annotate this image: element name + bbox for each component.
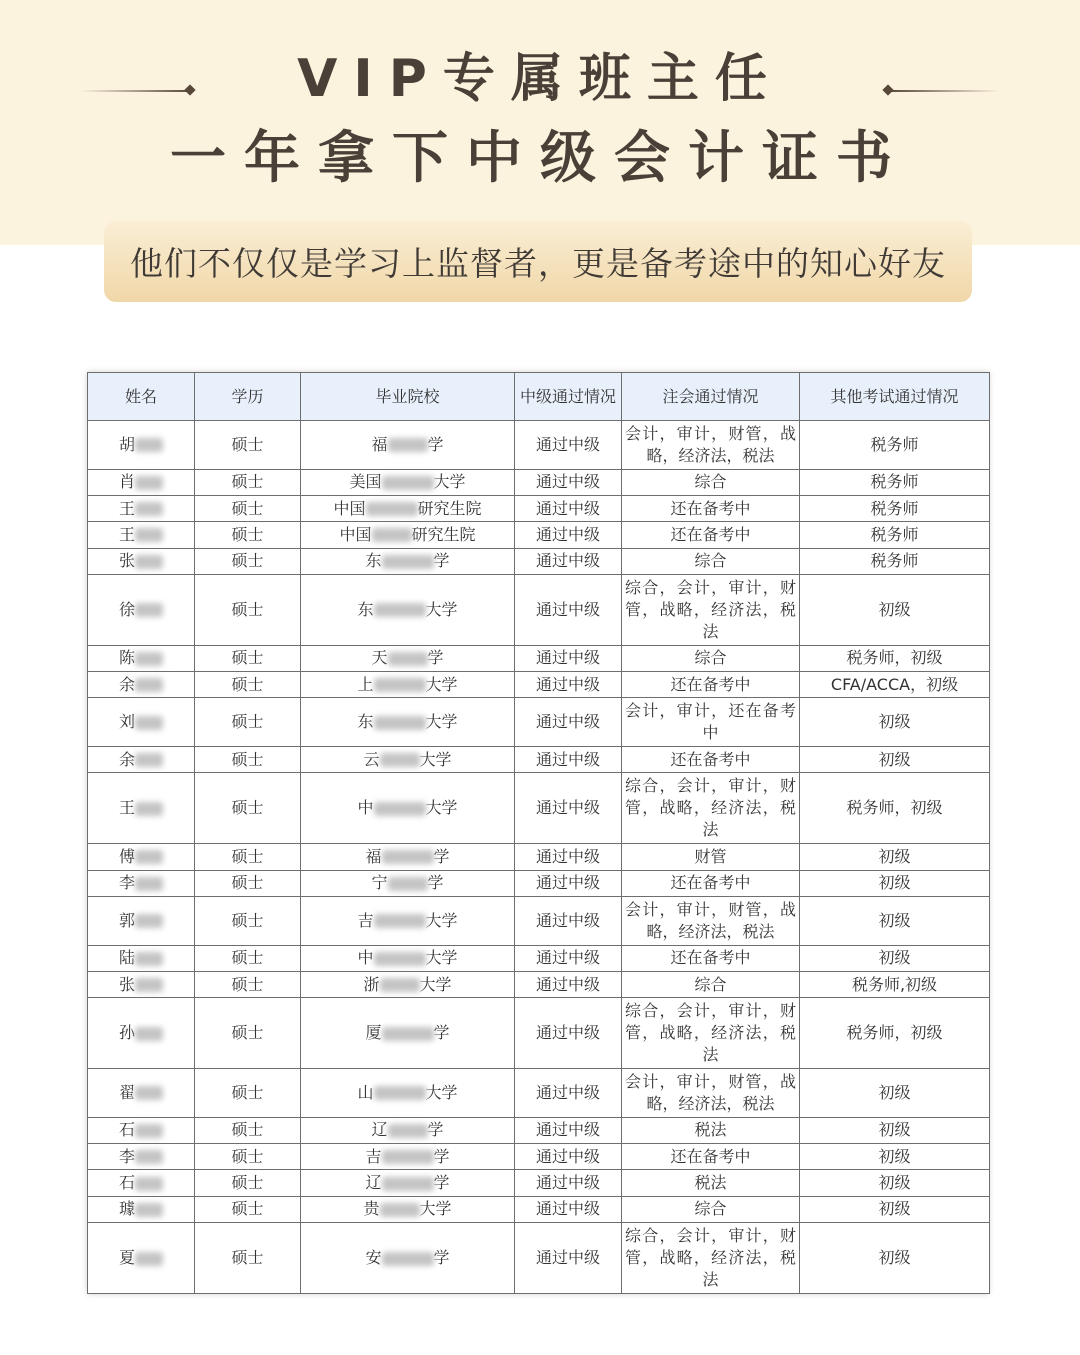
name-surname: 王 [118, 524, 135, 544]
table-row [88, 698, 990, 747]
redacted-school [382, 476, 434, 490]
redacted-name [135, 978, 163, 992]
cell-school [301, 773, 515, 844]
school-prefix: 辽 [365, 1173, 382, 1193]
redacted-school [374, 1086, 426, 1100]
redacted-school [382, 850, 434, 864]
school-prefix: 厦 [365, 1023, 382, 1043]
cell-degree: 硕士 [195, 1223, 301, 1294]
redacted-school [380, 1203, 420, 1217]
school-suffix: 大学 [425, 948, 458, 968]
cell-name [88, 522, 195, 548]
school-suffix: 大学 [419, 1199, 452, 1219]
redacted-school [388, 438, 428, 452]
cell-degree: 硕士 [195, 945, 301, 971]
cell-cpa: 综合 [622, 1196, 800, 1222]
cell-name [88, 896, 195, 945]
redacted-school [382, 1027, 434, 1041]
subtitle-banner: 他们不仅仅是学习上监督者，更是备考途中的知心好友 [104, 221, 972, 302]
cell-cpa: 综合 [622, 645, 800, 671]
cell-other: 初级 [800, 574, 990, 645]
cell-intermediate: 通过中级 [515, 1170, 622, 1196]
cell-cpa: 综合 [622, 548, 800, 574]
cell-intermediate: 通过中级 [515, 747, 622, 773]
cell-cpa: 还在备考中 [622, 522, 800, 548]
cell-school [301, 1117, 515, 1143]
school-suffix: 大学 [425, 798, 458, 818]
cell-school [301, 548, 515, 574]
cell-degree: 硕士 [195, 870, 301, 896]
column-header-school: 毕业院校 [301, 373, 515, 421]
redacted-name [135, 1150, 163, 1164]
name-surname: 王 [118, 498, 135, 518]
name-surname: 刘 [118, 712, 135, 732]
redacted-name [135, 877, 163, 891]
cell-cpa: 综合 [622, 469, 800, 495]
cell-degree: 硕士 [195, 773, 301, 844]
cell-school [301, 844, 515, 870]
cell-intermediate: 通过中级 [515, 844, 622, 870]
redacted-school [374, 914, 426, 928]
cell-degree: 硕士 [195, 896, 301, 945]
table-row [88, 645, 990, 671]
cell-name [88, 844, 195, 870]
cell-name [88, 945, 195, 971]
table-row [88, 672, 990, 698]
cell-degree: 硕士 [195, 1144, 301, 1170]
school-suffix: 学 [427, 873, 444, 893]
table-row [88, 495, 990, 521]
school-prefix: 中 [357, 798, 374, 818]
cell-name [88, 421, 195, 470]
cell-intermediate: 通过中级 [515, 495, 622, 521]
name-surname: 胡 [118, 434, 135, 454]
name-surname: 陆 [118, 948, 135, 968]
redacted-school [380, 978, 420, 992]
cell-degree: 硕士 [195, 698, 301, 747]
table-row [88, 469, 990, 495]
cell-intermediate: 通过中级 [515, 672, 622, 698]
school-suffix: 学 [433, 1248, 450, 1268]
table-body [88, 421, 990, 1294]
cell-cpa: 综合，会计，审计，财管，战略，经济法，税法 [622, 574, 800, 645]
school-suffix: 学 [433, 551, 450, 571]
cell-cpa: 综合 [622, 971, 800, 997]
name-surname: 余 [118, 749, 135, 769]
school-prefix: 福 [371, 434, 388, 454]
school-prefix: 中 [357, 948, 374, 968]
cell-cpa: 综合，会计，审计，财管，战略，经济法，税法 [622, 773, 800, 844]
name-surname: 王 [118, 798, 135, 818]
cell-school [301, 698, 515, 747]
cell-name [88, 548, 195, 574]
table-row [88, 998, 990, 1069]
cell-intermediate: 通过中级 [515, 1144, 622, 1170]
cell-name [88, 1069, 195, 1118]
school-suffix: 大学 [425, 599, 458, 619]
column-header-intermediate: 中级通过情况 [515, 373, 622, 421]
cell-degree: 硕士 [195, 645, 301, 671]
cell-intermediate: 通过中级 [515, 469, 622, 495]
cell-other: 初级 [800, 747, 990, 773]
school-suffix: 学 [427, 648, 444, 668]
cell-other: 税务师 [800, 495, 990, 521]
school-suffix: 学 [427, 434, 444, 454]
table-row [88, 773, 990, 844]
cell-intermediate: 通过中级 [515, 1196, 622, 1222]
table-row [88, 1117, 990, 1143]
cell-other: CFA/ACCA，初级 [800, 672, 990, 698]
cell-other: 初级 [800, 1069, 990, 1118]
page-title: VIP专属班主任 [297, 49, 783, 109]
cell-school [301, 1069, 515, 1118]
redacted-school [382, 1252, 434, 1266]
cell-school [301, 747, 515, 773]
cell-school [301, 672, 515, 698]
cell-cpa: 还在备考中 [622, 495, 800, 521]
cell-other: 初级 [800, 1170, 990, 1196]
redacted-school [374, 952, 426, 966]
cell-school [301, 421, 515, 470]
school-suffix: 大学 [419, 974, 452, 994]
cell-name [88, 495, 195, 521]
cell-school [301, 945, 515, 971]
cell-intermediate: 通过中级 [515, 1069, 622, 1118]
cell-degree: 硕士 [195, 548, 301, 574]
cell-cpa: 会计，审计，还在备考中 [622, 698, 800, 747]
school-prefix: 美国 [349, 472, 382, 492]
name-surname: 陈 [118, 648, 135, 668]
cell-other: 初级 [800, 844, 990, 870]
cell-intermediate: 通过中级 [515, 645, 622, 671]
cell-name [88, 574, 195, 645]
cell-intermediate: 通过中级 [515, 773, 622, 844]
cell-name [88, 469, 195, 495]
cell-other: 税务师，初级 [800, 645, 990, 671]
school-suffix: 研究生院 [411, 524, 476, 544]
cell-name [88, 645, 195, 671]
table-row [88, 1069, 990, 1118]
cell-cpa: 综合，会计，审计，财管，战略，经济法，税法 [622, 1223, 800, 1294]
school-suffix: 学 [433, 1146, 450, 1166]
cell-other: 税务师 [800, 421, 990, 470]
cell-school [301, 1170, 515, 1196]
cell-cpa: 还在备考中 [622, 747, 800, 773]
cell-school [301, 998, 515, 1069]
cell-cpa: 会计，审计，财管，战略，经济法，税法 [622, 1069, 800, 1118]
cell-degree: 硕士 [195, 574, 301, 645]
cell-cpa: 会计，审计，财管，战略，经济法，税法 [622, 421, 800, 470]
name-surname: 傅 [118, 846, 135, 866]
cell-degree: 硕士 [195, 672, 301, 698]
school-prefix: 浙 [363, 974, 380, 994]
cell-other: 初级 [800, 945, 990, 971]
redacted-school [382, 1150, 434, 1164]
table-row [88, 421, 990, 470]
cell-other: 初级 [800, 1144, 990, 1170]
column-header-cpa: 注会通过情况 [622, 373, 800, 421]
cell-degree: 硕士 [195, 1117, 301, 1143]
school-prefix: 贵 [363, 1199, 380, 1219]
cell-school [301, 1223, 515, 1294]
school-suffix: 研究生院 [417, 498, 482, 518]
table-row [88, 522, 990, 548]
cell-other: 初级 [800, 1117, 990, 1143]
school-prefix: 东 [357, 599, 374, 619]
cell-intermediate: 通过中级 [515, 421, 622, 470]
redacted-name [135, 1252, 163, 1266]
cell-intermediate: 通过中级 [515, 1223, 622, 1294]
table-row [88, 844, 990, 870]
results-table-container [87, 372, 989, 1294]
cell-degree: 硕士 [195, 469, 301, 495]
table-row [88, 945, 990, 971]
redacted-name [135, 438, 163, 452]
cell-cpa: 财管 [622, 844, 800, 870]
redacted-school [382, 555, 434, 569]
redacted-school [372, 528, 412, 542]
table-row [88, 548, 990, 574]
cell-intermediate: 通过中级 [515, 548, 622, 574]
cell-school [301, 495, 515, 521]
name-surname: 翟 [118, 1082, 135, 1102]
cell-degree: 硕士 [195, 495, 301, 521]
table-row [88, 574, 990, 645]
redacted-name [135, 603, 163, 617]
cell-degree: 硕士 [195, 1069, 301, 1118]
cell-name [88, 971, 195, 997]
school-prefix: 东 [357, 712, 374, 732]
redacted-school [374, 603, 426, 617]
redacted-school [374, 716, 426, 730]
cell-name [88, 698, 195, 747]
redacted-name [135, 716, 163, 730]
redacted-name [135, 952, 163, 966]
redacted-name [135, 1203, 163, 1217]
redacted-name [135, 1177, 163, 1191]
cell-other: 税务师,初级 [800, 971, 990, 997]
redacted-school [388, 652, 428, 666]
redacted-name [135, 476, 163, 490]
table-row [88, 971, 990, 997]
cell-cpa: 还在备考中 [622, 672, 800, 698]
school-prefix: 辽 [371, 1120, 388, 1140]
school-prefix: 云 [363, 749, 380, 769]
table-row [88, 747, 990, 773]
cell-other: 税务师，初级 [800, 998, 990, 1069]
school-suffix: 学 [427, 1120, 444, 1140]
cell-cpa: 会计，审计，财管，战略，经济法，税法 [622, 896, 800, 945]
school-prefix: 中国 [339, 524, 372, 544]
cell-degree: 硕士 [195, 971, 301, 997]
redacted-school [374, 802, 426, 816]
cell-cpa: 还在备考中 [622, 1144, 800, 1170]
name-surname: 璩 [118, 1199, 135, 1219]
cell-other: 税务师 [800, 469, 990, 495]
column-header-name: 姓名 [88, 373, 195, 421]
column-header-degree: 学历 [195, 373, 301, 421]
cell-cpa: 还在备考中 [622, 870, 800, 896]
school-prefix: 天 [371, 648, 388, 668]
school-prefix: 宁 [371, 873, 388, 893]
redacted-school [380, 753, 420, 767]
redacted-school [388, 877, 428, 891]
cell-school [301, 1196, 515, 1222]
redacted-name [135, 753, 163, 767]
cell-other: 初级 [800, 698, 990, 747]
table-row [88, 896, 990, 945]
school-suffix: 大学 [419, 749, 452, 769]
cell-other: 税务师 [800, 548, 990, 574]
school-prefix: 上 [357, 674, 374, 694]
cell-school [301, 971, 515, 997]
school-suffix: 大学 [433, 472, 466, 492]
cell-school [301, 574, 515, 645]
cell-name [88, 998, 195, 1069]
cell-intermediate: 通过中级 [515, 698, 622, 747]
cell-school [301, 645, 515, 671]
cell-other: 税务师 [800, 522, 990, 548]
cell-cpa: 综合，会计，审计，财管，战略，经济法，税法 [622, 998, 800, 1069]
name-surname: 张 [118, 551, 135, 571]
redacted-name [135, 528, 163, 542]
column-header-other: 其他考试通过情况 [800, 373, 990, 421]
school-suffix: 学 [433, 1173, 450, 1193]
redacted-school [388, 1124, 428, 1138]
cell-intermediate: 通过中级 [515, 870, 622, 896]
table-row [88, 1144, 990, 1170]
redacted-school [382, 1177, 434, 1191]
cell-name [88, 747, 195, 773]
school-suffix: 大学 [425, 674, 458, 694]
redacted-name [135, 555, 163, 569]
name-surname: 石 [118, 1173, 135, 1193]
cell-name [88, 1170, 195, 1196]
cell-name [88, 672, 195, 698]
cell-intermediate: 通过中级 [515, 971, 622, 997]
cell-degree: 硕士 [195, 421, 301, 470]
redacted-name [135, 850, 163, 864]
redacted-school [374, 678, 426, 692]
school-suffix: 学 [433, 846, 450, 866]
school-suffix: 大学 [425, 910, 458, 930]
name-surname: 夏 [118, 1248, 135, 1268]
cell-degree: 硕士 [195, 998, 301, 1069]
redacted-name [135, 914, 163, 928]
name-surname: 石 [118, 1120, 135, 1140]
redacted-name [135, 678, 163, 692]
name-surname: 徐 [118, 599, 135, 619]
name-surname: 郭 [118, 910, 135, 930]
name-surname: 孙 [118, 1023, 135, 1043]
cell-intermediate: 通过中级 [515, 998, 622, 1069]
cell-school [301, 522, 515, 548]
cell-school [301, 469, 515, 495]
cell-name [88, 1223, 195, 1294]
cell-name [88, 1117, 195, 1143]
cell-school [301, 1144, 515, 1170]
cell-degree: 硕士 [195, 1196, 301, 1222]
table-row [88, 870, 990, 896]
cell-other: 税务师，初级 [800, 773, 990, 844]
school-prefix: 中国 [333, 498, 366, 518]
cell-name [88, 773, 195, 844]
cell-other: 初级 [800, 870, 990, 896]
cell-cpa: 还在备考中 [622, 945, 800, 971]
redacted-school [366, 502, 418, 516]
name-surname: 李 [118, 1146, 135, 1166]
name-surname: 余 [118, 674, 135, 694]
cell-cpa: 税法 [622, 1170, 800, 1196]
cell-school [301, 870, 515, 896]
cell-degree: 硕士 [195, 1170, 301, 1196]
school-prefix: 吉 [365, 1146, 382, 1166]
cell-intermediate: 通过中级 [515, 896, 622, 945]
table-row [88, 1223, 990, 1294]
cell-name [88, 1196, 195, 1222]
cell-other: 初级 [800, 1196, 990, 1222]
school-suffix: 大学 [425, 712, 458, 732]
results-table [87, 372, 990, 1294]
cell-school [301, 896, 515, 945]
table-header-row [88, 373, 990, 421]
cell-degree: 硕士 [195, 522, 301, 548]
redacted-name [135, 652, 163, 666]
cell-intermediate: 通过中级 [515, 522, 622, 548]
school-prefix: 东 [365, 551, 382, 571]
school-prefix: 福 [365, 846, 382, 866]
school-prefix: 吉 [357, 910, 374, 930]
cell-name [88, 1144, 195, 1170]
name-surname: 张 [118, 974, 135, 994]
name-surname: 肖 [118, 472, 135, 492]
cell-intermediate: 通过中级 [515, 574, 622, 645]
redacted-name [135, 502, 163, 516]
cell-intermediate: 通过中级 [515, 1117, 622, 1143]
page-title-line2: 一年拿下中级会计证书 [170, 126, 910, 191]
cell-other: 初级 [800, 896, 990, 945]
redacted-name [135, 1086, 163, 1100]
school-prefix: 山 [357, 1082, 374, 1102]
cell-intermediate: 通过中级 [515, 945, 622, 971]
table-row [88, 1170, 990, 1196]
redacted-name [135, 1124, 163, 1138]
cell-other: 初级 [800, 1223, 990, 1294]
name-surname: 李 [118, 873, 135, 893]
school-prefix: 安 [365, 1248, 382, 1268]
cell-degree: 硕士 [195, 747, 301, 773]
cell-degree: 硕士 [195, 844, 301, 870]
cell-cpa: 税法 [622, 1117, 800, 1143]
school-suffix: 大学 [425, 1082, 458, 1102]
school-suffix: 学 [433, 1023, 450, 1043]
table-row [88, 1196, 990, 1222]
redacted-name [135, 802, 163, 816]
cell-name [88, 870, 195, 896]
redacted-name [135, 1027, 163, 1041]
